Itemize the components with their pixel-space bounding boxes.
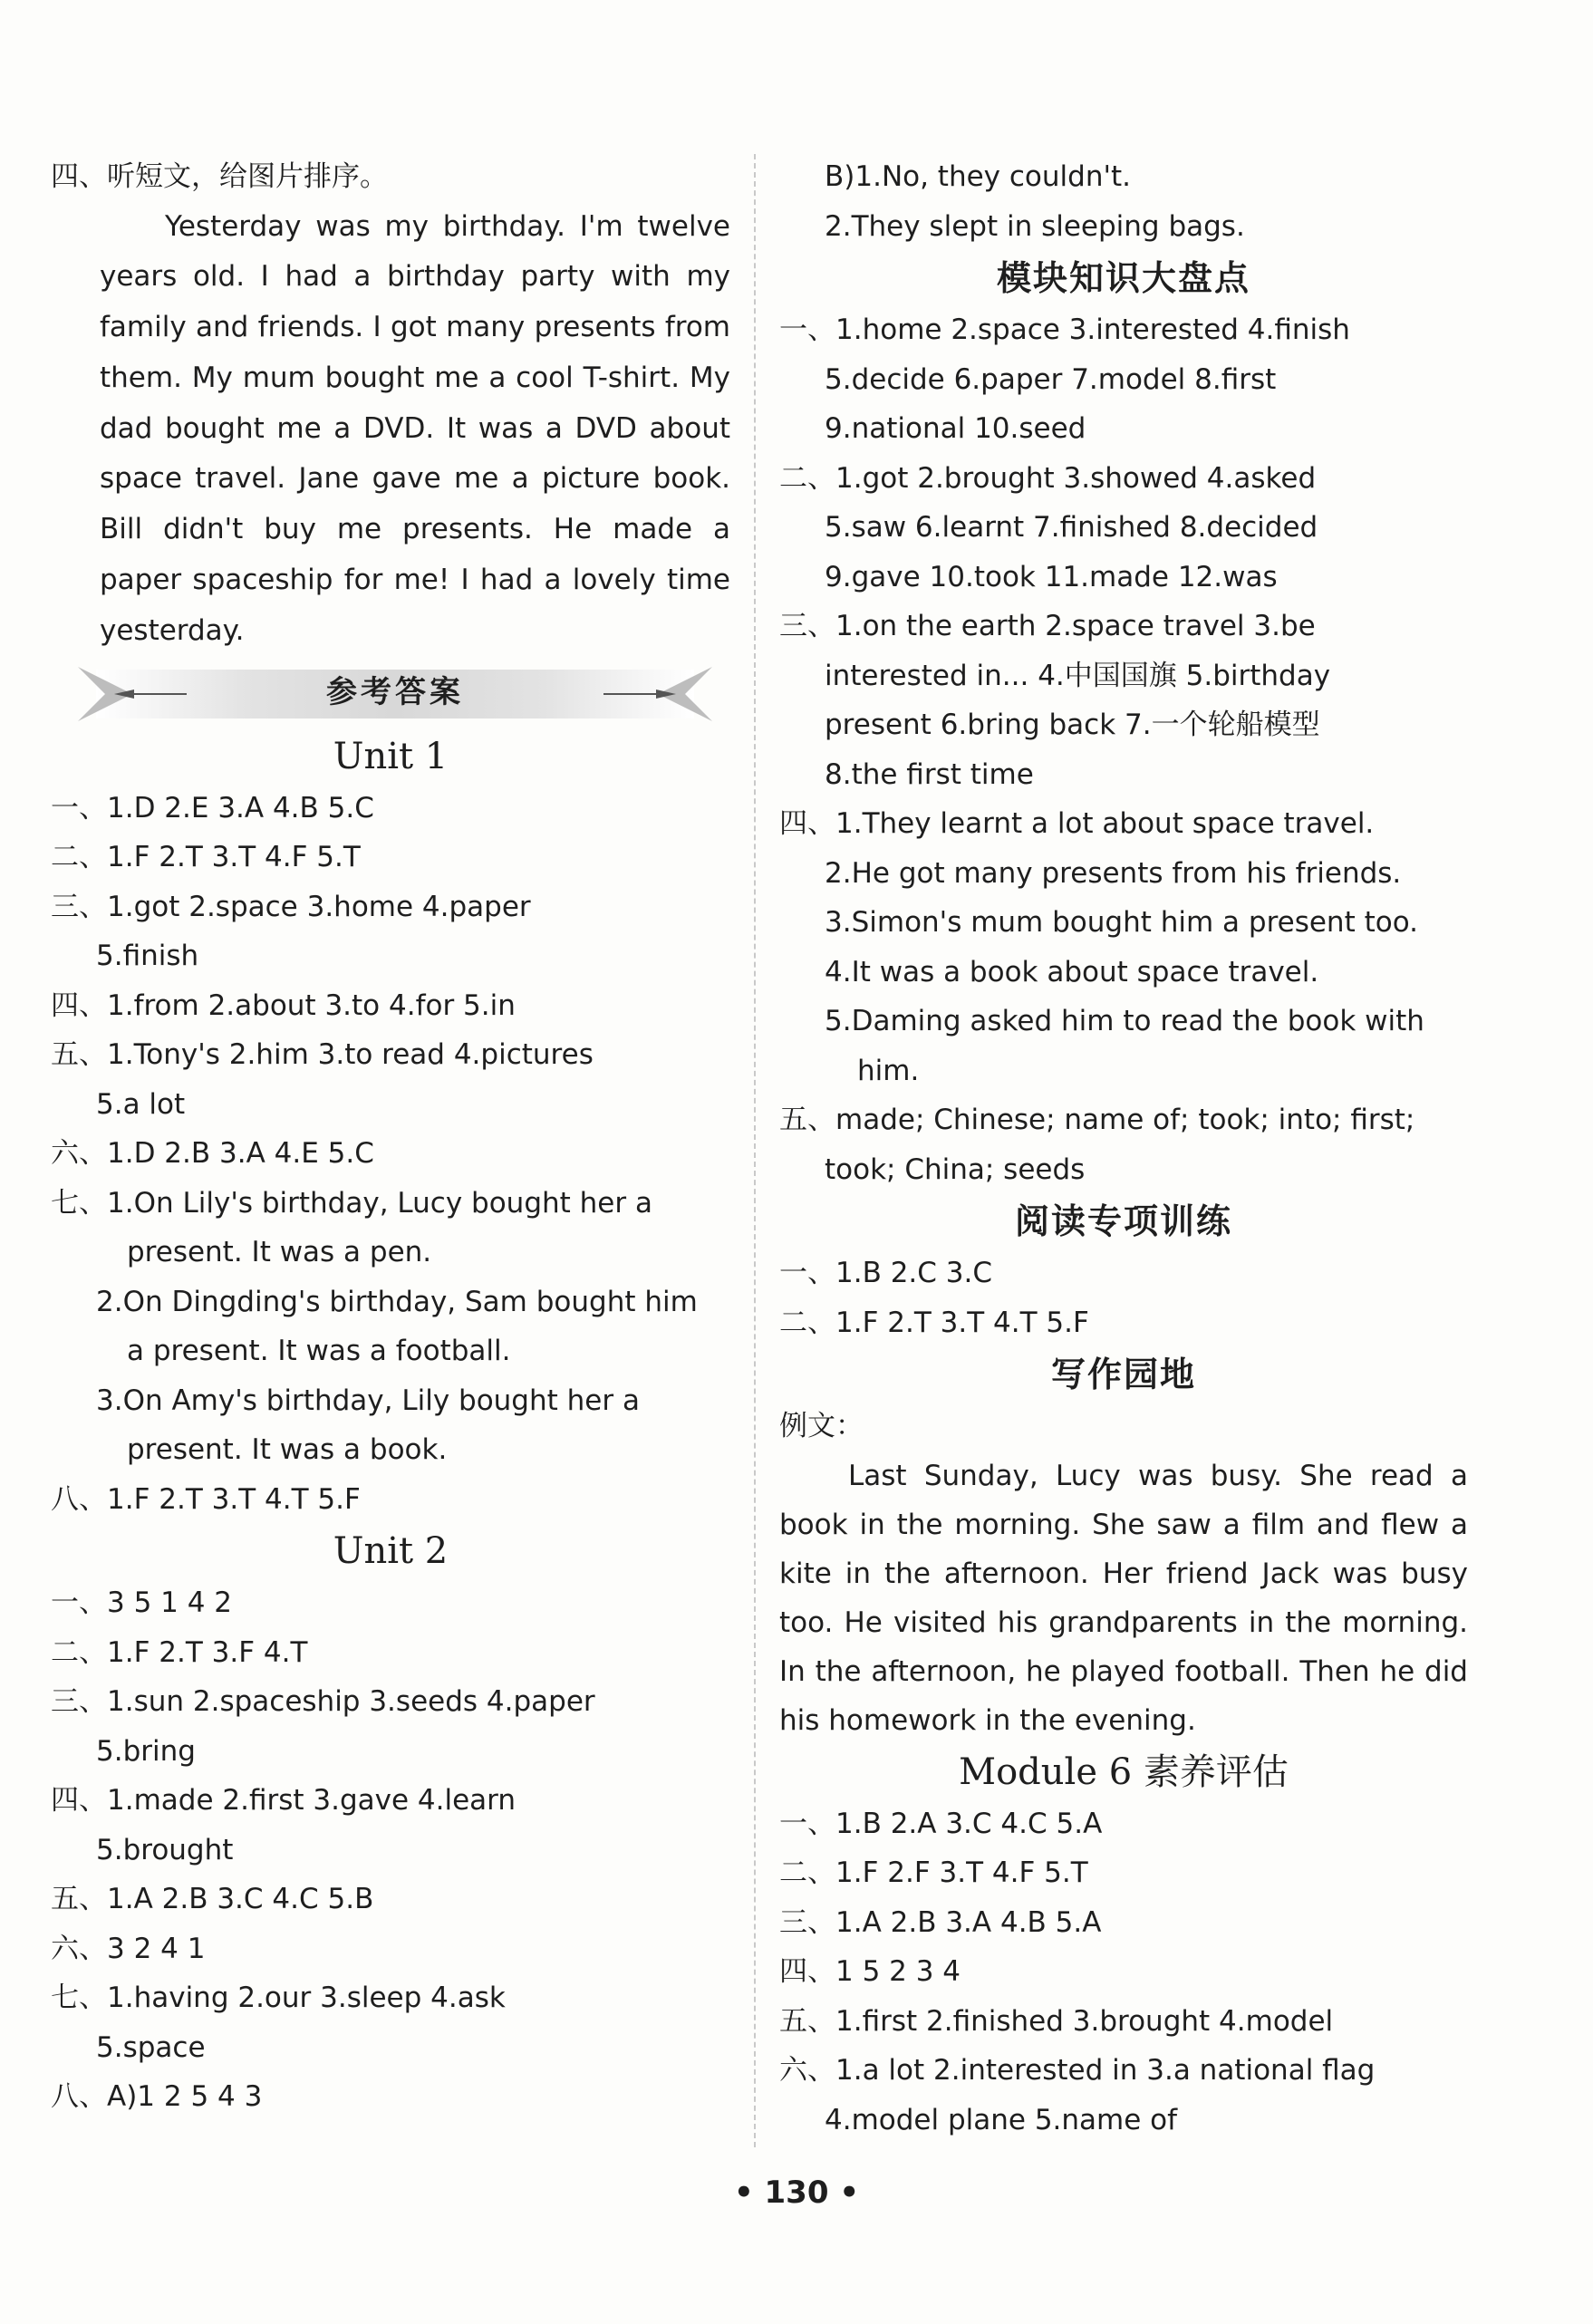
module-review-line: 8.the first time <box>825 757 1034 791</box>
module-review-line: interested in... 4.中国国旗 5.birthday <box>825 659 1331 692</box>
writing-title: 写作园地 <box>1050 1355 1196 1394</box>
reading-line: 一、1.B 2.C 3.C <box>779 1257 992 1289</box>
writing-label: 例文： <box>779 1410 864 1442</box>
module-review-line: 9.national 10.seed <box>825 412 1086 445</box>
module-review-line: present 6.bring back 7.一个轮船模型 <box>825 709 1320 741</box>
module6-line: 六、1.a lot 2.interested in 3.a national flag <box>779 2054 1376 2087</box>
unit1-line: 3.On Amy's birthday, Lily bought her a <box>96 1384 640 1417</box>
unit1-line: 六、1.D 2.B 3.A 4.E 5.C <box>51 1137 374 1171</box>
module-review-line: 4.It was a book about space travel. <box>825 955 1319 988</box>
unit2-line: 二、1.F 2.T 3.F 4.T <box>51 1635 308 1669</box>
module-review-line: 9.gave 10.took 11.made 12.was <box>825 560 1278 593</box>
unit1-line: 五、1.Tony's 2.him 3.to read 4.pictures <box>51 1038 594 1072</box>
writing-essay: Last Sunday, Lucy was busy. She read a book in the morning. She saw a film and flew a kite in the afternoon. Her friend Jack was busy too. He visited his grandparents in the morning. In the afternoon, he played football. Then he did his homework in the evening. <box>779 1459 1468 1737</box>
reading-line: 二、1.F 2.T 3.T 4.T 5.F <box>779 1306 1089 1339</box>
module-review-line: 2.He got many presents from his friends. <box>825 856 1402 890</box>
module-review-line: 3.Simon's mum bought him a present too. <box>825 906 1418 939</box>
module-review-line: him. <box>857 1054 920 1087</box>
module6-line: 二、1.F 2.F 3.T 4.F 5.T <box>779 1856 1088 1889</box>
unit1-line: 三、1.got 2.space 3.home 4.paper <box>51 890 531 923</box>
module-review-line: 5.Daming asked him to read the book with <box>825 1005 1424 1037</box>
unit2-line: 四、1.made 2.first 3.gave 4.learn <box>51 1784 517 1818</box>
module-review-line: took; China; seeds <box>825 1152 1086 1186</box>
unit1-line: 八、1.F 2.T 3.T 4.T 5.F <box>51 1482 361 1516</box>
unit2-line: 六、3 2 4 1 <box>51 1932 206 1965</box>
unit2-line: 5.space <box>96 2030 206 2064</box>
unit2-line: 五、1.A 2.B 3.C 4.C 5.B <box>51 1883 374 1916</box>
unit1-line: present. It was a book. <box>127 1433 448 1467</box>
unit1-line: 七、1.On Lily's birthday, Lucy bought her a <box>51 1186 652 1220</box>
right-top-line: 2.They slept in sleeping bags. <box>825 209 1245 243</box>
unit1-line: 四、1.from 2.about 3.to 4.for 5.in <box>51 988 516 1022</box>
unit1-line: present. It was a pen. <box>127 1236 432 1269</box>
module6-line: 一、1.B 2.A 3.C 4.C 5.A <box>779 1807 1103 1840</box>
unit1-line: 一、1.D 2.E 3.A 4.B 5.C <box>51 791 374 824</box>
reading-title: 阅读专项训练 <box>1014 1201 1232 1241</box>
unit2-line: 七、1.having 2.our 3.sleep 4.ask <box>51 1982 506 2015</box>
unit1-line: 2.On Dingding's birthday, Sam bought him <box>96 1285 698 1318</box>
unit2-line: 5.brought <box>96 1833 234 1866</box>
module-review-line: 五、made; Chinese; name of; took; into; first; <box>779 1104 1415 1136</box>
module6-line: 五、1.first 2.finished 3.brought 4.model <box>779 2004 1334 2038</box>
unit2-title: Unit 2 <box>333 1530 449 1573</box>
module6-line: 四、1 5 2 3 4 <box>779 1955 961 1988</box>
unit2-line: 八、A)1 2 5 4 3 <box>51 2080 263 2114</box>
listen-title: 四、听短文，给图片排序。 <box>51 160 388 193</box>
module-review-line: 二、1.got 2.brought 3.showed 4.asked <box>779 461 1317 495</box>
module6-title: Module 6 素养评估 <box>959 1750 1289 1793</box>
unit1-line: 5.finish <box>96 940 199 973</box>
listening-passage: Yesterday was my birthday. I'm twelve years old. I had a birthday party with my family and friends. I got many presents from them. My mum bought me a cool T-shirt. My dad bought me a DVD. It was a DVD about space travel. Jane gave me a picture book. Bill didn't buy me presents. He made a paper spaceship for me! I had a lovely time yesterday. <box>100 209 730 647</box>
column-divider <box>754 154 756 2147</box>
answer-banner <box>78 662 712 726</box>
unit2-line: 三、1.sun 2.spaceship 3.seeds 4.paper <box>51 1685 595 1719</box>
unit1-line: 5.a lot <box>96 1087 186 1121</box>
module6-line: 三、1.A 2.B 3.A 4.B 5.A <box>779 1905 1102 1939</box>
left-column <box>51 152 730 2122</box>
unit1-title: Unit 1 <box>333 735 449 777</box>
module-review-title: 模块知识大盘点 <box>996 258 1250 298</box>
module6-line: 4.model plane 5.name of <box>825 2103 1178 2136</box>
module-review-line: 5.saw 6.learnt 7.finished 8.decided <box>825 511 1318 544</box>
unit2-line: 一、3 5 1 4 2 <box>51 1586 233 1620</box>
right-top-line: B)1.No, they couldn't. <box>825 160 1132 193</box>
unit2-line: 5.bring <box>96 1734 196 1768</box>
unit1-line: a present. It was a football. <box>127 1335 511 1368</box>
answer-banner-title: 参考答案 <box>326 673 464 710</box>
page-number: • 130 • <box>733 2175 860 2211</box>
right-column <box>779 152 1468 2145</box>
module-review-line: 5.decide 6.paper 7.model 8.first <box>825 362 1277 396</box>
module-review-line: 三、1.on the earth 2.space travel 3.be <box>779 610 1316 642</box>
unit1-line: 二、1.F 2.T 3.T 4.F 5.T <box>51 841 361 874</box>
module-review-line: 四、1.They learnt a lot about space travel. <box>779 807 1375 840</box>
module-review-line: 一、1.home 2.space 3.interested 4.finish <box>779 313 1350 346</box>
